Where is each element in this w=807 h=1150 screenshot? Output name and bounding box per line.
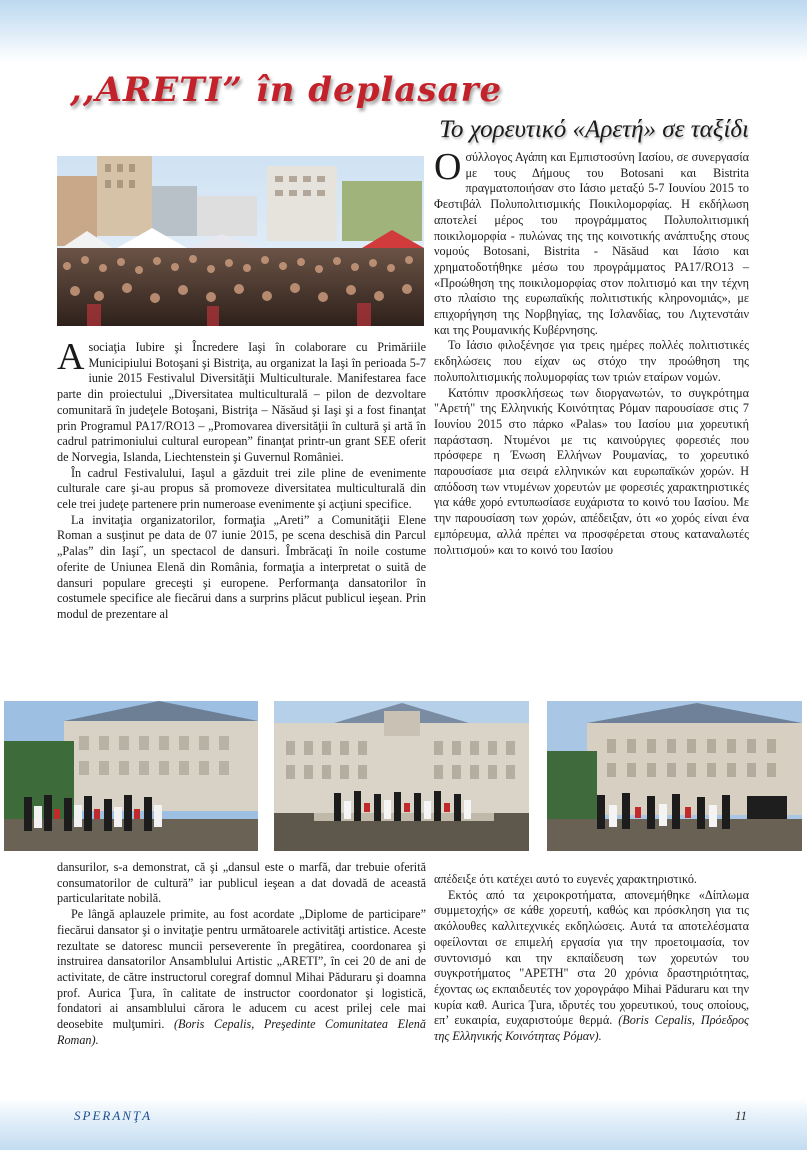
magazine-name: SPERANŢA (74, 1108, 153, 1123)
romanian-article-column-upper (57, 340, 426, 700)
page-number: 11 (734, 1108, 747, 1123)
paragraph: În cadrul Festivalului, Iaşul a găzduit trei zile pline de evenimente culturale care şi-au propus să promoveze diversitatea multiculturală din cele trei judeţe partenere prin numeroase evenimente şi acţiuni specifice. (57, 465, 426, 512)
dance-performance-photo-left (4, 701, 258, 851)
article-title-romanian: ,,ARETI” în deplasare (70, 70, 503, 110)
paragraph: απέδειξε ότι κατέχει αυτό το ευγενές χαρακτηριστικό. (434, 872, 697, 886)
header-gradient-band (0, 0, 807, 62)
paragraph: La invitaţia organizatorilor, formaţia „Areti” a Comunităţii Elene Roman a susţinut pe data de 07 iunie 2015, pe scena deschisă din Parcul „Palas” din Iaşi˝, un spectacol de dansuri. Îmbrăcaţi în noile costume oferite de Uniunea Elenă din România, formaţia a interpretat o suită de dansuri populare greceşti şi europene. Performanţa dansatorilor în costumele specifice ale fiecărui dans a surprins plăcut publicul ieşean. Prin modul de prezentare al (57, 512, 426, 621)
drop-cap: A (57, 340, 85, 378)
paragraph: Το Ιάσιο φιλοξένησε για τρεις ημέρες πολλές πολιτιστικές εκδηλώσεις που είχαν ως στόχο την προώθηση της πολυπολιτισμικής πολυμορφίας των τριών εταίρων νομών. (434, 338, 749, 384)
author-signature: (Boris Cepalis, Πρόεδρος της Ελληνικής Κοινότητας Ρόμαν). (434, 1013, 749, 1044)
paragraph (434, 888, 749, 1045)
paragraph (57, 340, 426, 466)
greek-article-column-lower (434, 872, 749, 1098)
paragraph-text: σύλλογος Αγάπη και Εμπιστοσύνη Ιασίου, σε συνεργασία με τους Δήμους του Botosani και Bistrita πραγματοποιήσαν στο Ιάσιο μεταξύ 5-7 Ιουνίου 2015 το Φεστιβάλ Πολυπολιτισμικής Ποικιλομορφίας. Η εκδήλωση αποτελεί μέρος του προγράμματος Πολυπολιτισμική ποικιλομορφία - πυλώνας της της κοινοτικής ανάπτυξης στους νομούς Botosani, Bistrita - Năsăud και Ιάσιο και χρηματοδοτήθηκε μέσω του προγράμματος PA17/RO13 – «Προώθηση της ποικιλομορφίας στον πολιτισμό και την τέχνη στο πλαίσιο της ευρωπαϊκής πολιτιστικής κληρονομιάς», με επιχορήγηση της Νορβηγίας, της Ισλανδίας, του Λιχτενστάιν και της Ρουμανικής Κυβέρνησης. (434, 150, 749, 337)
paragraph (57, 907, 426, 1048)
drop-cap: Ο (434, 150, 462, 188)
festival-crowd-photo (57, 156, 424, 326)
dance-performance-photo-center (274, 701, 529, 851)
paragraph-text: Εκτός από τα χειροκροτήματα, απονεμήθηκε «Δίπλωμα συμμετοχής» σε κάθε χορευτή, καθώς και πρόσκληση για τις ακόλουθες καλλιτεχνικές εκδηλώσεις. Αυτά τα αποτελέσματα οφείλονται σε επιμελή εργασία για την προετοιμασία, τον συντονισμό και την εκπαίδευση των χορευτών του συγκροτήματος "ΑΡΕΤΗ" στα 20 χρόνια δραστηριότητας, έχοντας ως εκπαιδευτές τον χορογράφο Mihai Păduraru και την κυρία καθ. Aurica Ţura, ιδρυτές του χορευτικού, τους οποίους, επ’ ευκαιρία, ευχαριστούμε θερμά. (434, 887, 749, 1028)
footer-gradient-band (0, 1098, 807, 1150)
romanian-article-column-lower (57, 860, 426, 1100)
paragraph: dansurilor, s-a demonstrat, că şi „dansul este o marfă, dar trebuie oferită consumatorilor de cultură” iar publicul ieşean a dat dovadă de această particularitate nobilă. (57, 860, 426, 906)
paragraph-text: sociaţia Iubire şi Încredere Iaşi în colaborare cu Primăriile Municipiului Botoşani şi Bistriţa, au organizat la Iaşi în perioada 5-7 iunie 2015 Festivalul Diversităţii Multiculturale. Manifestarea face parte din proiectului „Diversitatea multiculturală – pilon de dezvoltare comunitară în judeţele Botoşani, Bistriţa – Năsăud şi Iaşi şi a fost finanţat prin Programul PA17/RO13 – „Promovarea diversităţii în cultură şi artă în cadrul patrimoniului cultural european” finanţat printr-un grant SEE oferit de Norvegia, Islanda, Liechtenstein şi Guvernul României. (57, 340, 426, 464)
dance-performance-photo-right (547, 701, 802, 851)
greek-article-column-upper (434, 150, 749, 700)
paragraph (434, 150, 749, 338)
paragraph: Κατόπιν προσκλήσεως των διοργανωτών, το συγκρότημα "Αρετή" της Ελληνικής Κοινότητας Ρόμαν παρουσίασε στις 7 Ιουνίου 2015 στο πάρκο «Palas» του Ιασίου μια χορευτική παράσταση. Ντυμένοι με τις καινούργιες φορεσιές που πρόσφερε η Ένωση Ελλήνων Ρουμανίας, το χορευτικό παρουσίασε μια σειρά ελληνικών και ευρωπαϊκών χορών. Η απόδοση των ντυμένων χορευτών με φορεσιές χαρακτηριστικές για κάθε χορό εντυπωσίασε ευχάριστα το κοινό του Ιασίου. Με την παρουσίαση των χορών, απέδειξαν, ότι «ο χορός είναι ένα εμπόρευμα, αλλά πρέπει να προσφέρεται στους καταναλωτές πολιτισμού» και το κοινό του Ιασίου (434, 385, 749, 557)
paragraph-text: Pe lângă aplauzele primite, au fost acordate „Diplome de participare” fiecărui dansator şi o invitaţie pentru următoarele activităţi artistice. Aceste rezultate se datoresc muncii perseverente în pregătirea, coordonarea şi instruirea dansatorilor Ansamblului Artistic „ARETI”, în cei 20 de ani de activitate, de către instructorul coregraf domnul Mihai Păduraru şi doamna prof. Aurica Ţura, în calitate de instructor coordonator şi logistică, fondatori ai ansamblului cărora le aducem cu acest prilej cele mai deosebite mulţumiri. (57, 907, 426, 1032)
author-signature: (Boris Cepalis, Preşedinte Comunitatea Elenă Roman). (57, 1017, 426, 1047)
article-title-greek: Το χορευτικό «Αρετή» σε ταξίδι (439, 116, 749, 143)
